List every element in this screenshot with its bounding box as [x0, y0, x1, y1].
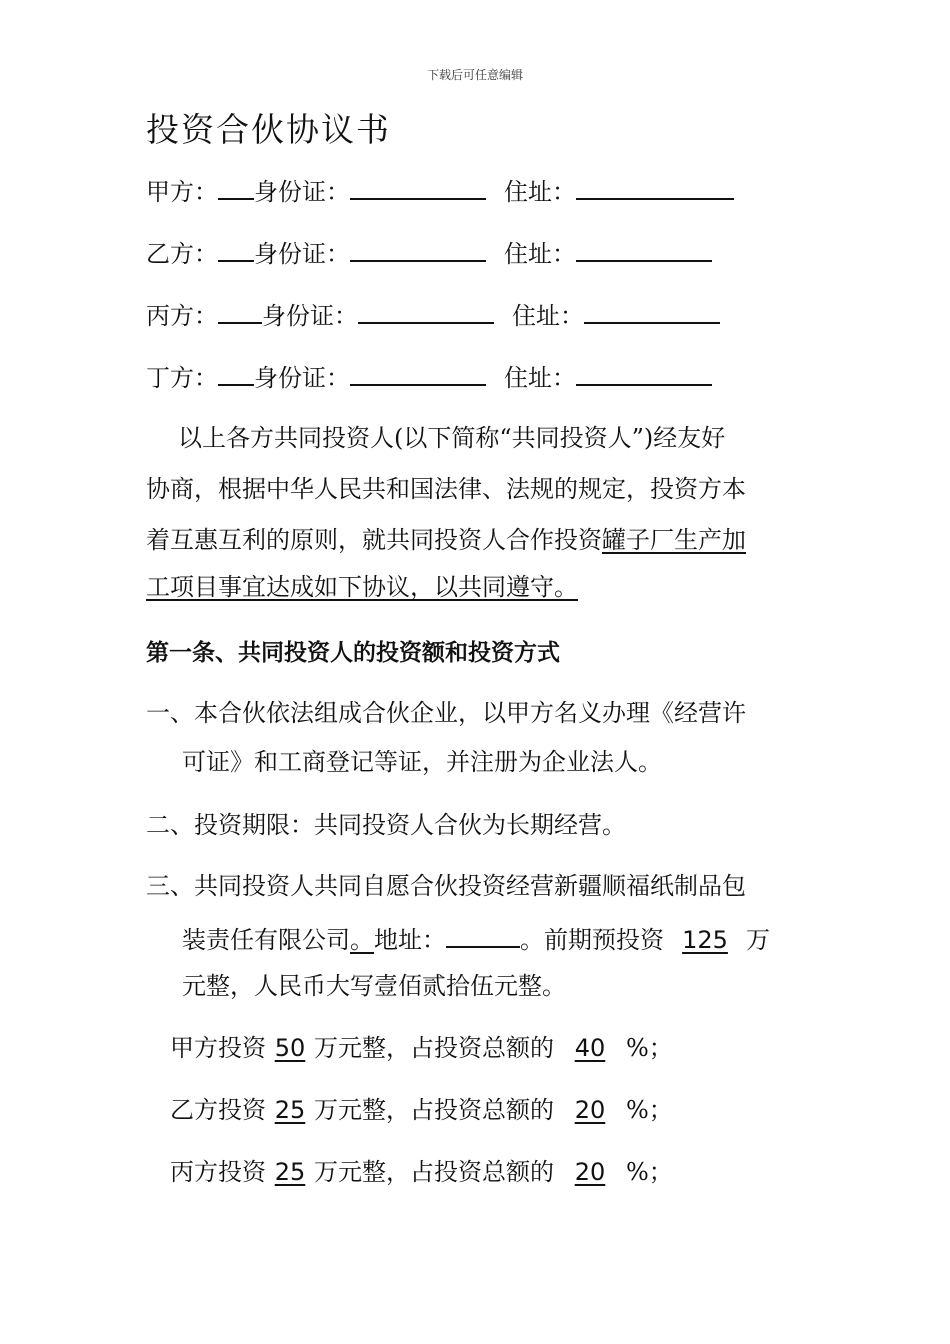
party-label: 乙方： — [146, 240, 218, 268]
address-blank[interactable] — [576, 172, 734, 200]
investment-row-2 — [170, 1094, 673, 1126]
pre-invest-label: 。前期预投资 — [520, 926, 664, 954]
project-name: 罐子厂生产加 — [602, 526, 746, 554]
investment-suffix: %； — [626, 1096, 673, 1124]
id-blank[interactable] — [358, 296, 494, 324]
investment-mid: 万元整，占投资总额的 — [314, 1158, 554, 1186]
investment-percent: 20 — [574, 1158, 606, 1186]
item-3-line-2 — [182, 920, 770, 956]
id-label: 身份证： — [254, 240, 350, 268]
investment-percent: 40 — [574, 1034, 606, 1062]
name-blank[interactable] — [218, 296, 262, 324]
id-label: 身份证： — [254, 364, 350, 392]
intro-text: 着互惠互利的原则，就共同投资人合作投资 — [146, 526, 602, 554]
intro-line-4 — [146, 571, 578, 603]
investment-row-3 — [170, 1156, 673, 1188]
address-label: 地址： — [374, 926, 446, 954]
investment-amount: 50 — [274, 1034, 306, 1062]
id-blank[interactable] — [350, 358, 486, 386]
address-label: 住址： — [512, 302, 584, 330]
party-label: 甲方： — [146, 178, 218, 206]
item-1-line-2: 可证》和工商登记等证，并注册为企业法人。 — [182, 748, 662, 776]
party-row-3 — [146, 296, 720, 332]
item-3-line-3: 元整，人民币大写壹佰贰拾伍元整。 — [182, 972, 566, 1000]
document-title: 投资合伙协议书 — [146, 110, 391, 149]
investor-label: 乙方投资 — [170, 1096, 266, 1124]
company-address-blank[interactable] — [446, 920, 520, 948]
investment-percent: 20 — [574, 1096, 606, 1124]
party-label: 丙方： — [146, 302, 218, 330]
company-name: 装责任有限公司 — [182, 926, 350, 954]
intro-line-1: 以上各方共同投资人(以下简称“共同投资人”)经友好 — [178, 424, 726, 452]
name-blank[interactable] — [218, 234, 254, 262]
investor-label: 丙方投资 — [170, 1158, 266, 1186]
investor-label: 甲方投资 — [170, 1034, 266, 1062]
pre-invest-amount: 125 — [682, 926, 728, 954]
item-2: 二、投资期限：共同投资人合伙为长期经营。 — [146, 811, 626, 839]
investment-mid: 万元整，占投资总额的 — [314, 1034, 554, 1062]
header-note: 下载后可任意编辑 — [426, 68, 523, 82]
investment-row-1 — [170, 1032, 673, 1064]
party-row-2 — [146, 234, 712, 270]
party-row-4 — [146, 358, 712, 394]
address-label: 住址： — [504, 364, 576, 392]
address-blank[interactable] — [584, 296, 720, 324]
intro-line-3 — [146, 524, 746, 556]
investment-amount: 25 — [274, 1158, 306, 1186]
name-blank[interactable] — [218, 172, 254, 200]
company-period: 。 — [350, 926, 374, 954]
address-blank[interactable] — [576, 234, 712, 262]
id-label: 身份证： — [262, 302, 358, 330]
id-blank[interactable] — [350, 234, 486, 262]
section-1-title: 第一条、共同投资人的投资额和投资方式 — [146, 640, 560, 666]
investment-suffix: %； — [626, 1158, 673, 1186]
party-label: 丁方： — [146, 364, 218, 392]
item-1-line-1: 一、本合伙依法组成合伙企业，以甲方名义办理《经营许 — [146, 699, 746, 727]
party-row-1 — [146, 172, 734, 208]
name-blank[interactable] — [218, 358, 254, 386]
address-label: 住址： — [504, 178, 576, 206]
investment-suffix: %； — [626, 1034, 673, 1062]
address-label: 住址： — [504, 240, 576, 268]
item-3-line-1: 三、共同投资人共同自愿合伙投资经营新疆顺福纸制品包 — [146, 872, 746, 900]
intro-line-2: 协商，根据中华人民共和国法律、法规的规定，投资方本 — [146, 475, 746, 503]
address-blank[interactable] — [576, 358, 712, 386]
id-label: 身份证： — [254, 178, 350, 206]
unit-wan: 万 — [746, 926, 770, 954]
project-name-cont: 工项目事宜达成如下协议，以共同遵守。 — [146, 573, 578, 601]
investment-amount: 25 — [274, 1096, 306, 1124]
investment-mid: 万元整，占投资总额的 — [314, 1096, 554, 1124]
id-blank[interactable] — [350, 172, 486, 200]
